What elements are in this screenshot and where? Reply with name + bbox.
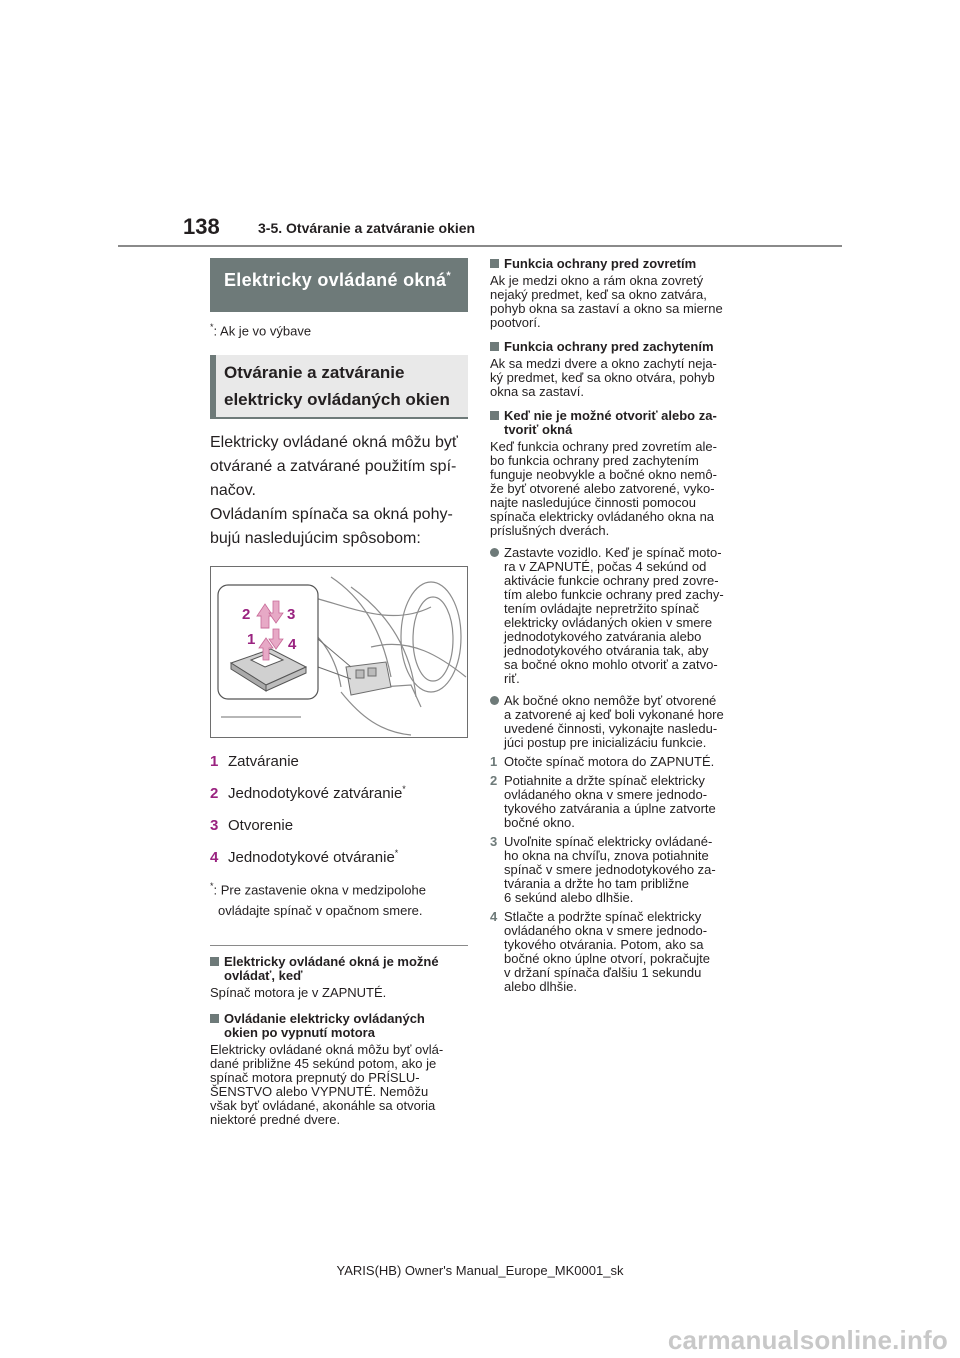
section-heading-square — [210, 955, 468, 983]
heading-line: tvoriť okná — [504, 422, 573, 437]
header-divider — [118, 245, 842, 247]
footnote-text: : Pre zastavenie okna v medzipolohe — [213, 882, 426, 898]
body-line: však byť ovládané, akonáhle sa otvoria — [210, 1097, 436, 1113]
step-item — [490, 835, 754, 905]
bullet-line: uvedené činnosti, vykonajte nasledu- — [504, 721, 718, 736]
chapter-banner — [210, 258, 468, 312]
right-column — [490, 257, 754, 994]
legend-item — [210, 812, 468, 835]
section-heading-square — [490, 340, 754, 354]
step-line: tvárania a držte ho tam približne — [504, 876, 689, 891]
bullet-line: ra v ZAPNUTÉ, počas 4 sekúnd od — [504, 559, 707, 574]
body-line: niektoré predné dvere. — [210, 1111, 341, 1127]
heading-line: Ovládanie elektricky ovládaných — [224, 1010, 425, 1026]
availability-asterisk: * — [210, 322, 214, 332]
section-body — [490, 357, 754, 399]
figure-label-1: 1 — [247, 631, 256, 649]
step-number: 2 — [490, 773, 498, 788]
body-line: ŠENSTVO alebo VYPNUTÉ. Nemôžu — [210, 1083, 429, 1099]
availability-text: : Ak je vo výbave — [213, 323, 312, 339]
intro-text — [210, 431, 468, 551]
bullet-line: jednodotykového zatvárania alebo — [504, 629, 702, 644]
section-body — [490, 274, 754, 330]
body-line: dané približne 45 sekúnd potom, ako je — [210, 1055, 437, 1071]
body-line: Spínač motora je v ZAPNUTÉ. — [210, 984, 387, 1000]
heading-line: ovládať, keď — [224, 967, 303, 983]
body-line: Keď funkcia ochrany pred zovretím ale- — [490, 439, 717, 454]
step-number: 4 — [490, 909, 498, 924]
body-line: okna sa zastaví. — [490, 384, 584, 399]
legend-item — [210, 844, 468, 867]
step-line: ho okna na chvíľu, znova potiahnite — [504, 848, 709, 863]
body-line: spínač motora prepnutý do PRÍSLU- — [210, 1069, 420, 1085]
subsection-title: Otváranie a zatváranie elektricky ovládaných okien — [210, 355, 468, 419]
bullet-line: riť. — [504, 671, 520, 686]
intro-line: načov. — [210, 482, 256, 500]
step-number: 1 — [490, 754, 498, 769]
step-line: 6 sekúnd alebo dlhšie. — [504, 890, 634, 905]
manual-footer: YARIS(HB) Owner's Manual_Europe_MK0001_sk — [336, 1263, 624, 1278]
bullet-line: júci postup pre inicializáciu funkcie. — [504, 735, 707, 750]
legend-number: 1 — [210, 753, 219, 771]
step-line: ovládaného okna v smere jednodo- — [504, 923, 708, 938]
body-line: najte nasledujúce činnosti pomocou — [490, 495, 696, 510]
section-heading: 3-5. Otváranie a zatváranie okien — [258, 220, 476, 236]
step-line: Stlačte a podržte spínač elektricky — [504, 909, 702, 924]
bullet-line: aktivácie funkcie ochrany pred zovre- — [504, 573, 719, 588]
figure-label-2: 2 — [242, 606, 251, 624]
legend-item — [210, 748, 468, 771]
step-number: 3 — [490, 834, 498, 849]
figure-label-4: 4 — [288, 636, 297, 654]
heading-line: Elektricky ovládané okná je možné — [224, 953, 439, 969]
website-watermark: carmanualsonline.info — [667, 1325, 948, 1355]
body-line: Elektricky ovládané okná môžu byť ovlá- — [210, 1041, 444, 1057]
bullet-item — [490, 546, 754, 686]
intro-line: otvárané a zatvárané použitím spí- — [210, 458, 457, 476]
bullet-line: Zastavte vozidlo. Keď je spínač moto- — [504, 545, 722, 560]
body-line: nejaký predmet, keď sa okno zatvára, — [490, 287, 707, 302]
step-line: tykového zatvárania a úplne zatvorte — [504, 801, 716, 816]
legend-text: Jednodotykové otváranie — [228, 849, 395, 867]
figure-label-3: 3 — [287, 606, 296, 624]
availability-note — [210, 322, 468, 338]
footnote-line — [210, 876, 468, 900]
bullet-line: elektricky ovládaných okien v smere — [504, 615, 713, 630]
body-line: spínača elektricky ovládaného okna na — [490, 509, 715, 524]
body-line: ký predmet, keď sa okno otvára, pohyb — [490, 370, 715, 385]
bullet-line: tím alebo funkcie ochrany pred zachy- — [504, 587, 724, 602]
page-number: 138 — [183, 214, 220, 239]
step-item — [490, 755, 754, 769]
figure-legend — [210, 748, 468, 867]
banner-asterisk: * — [446, 270, 451, 282]
bullet-item — [490, 694, 754, 750]
step-item — [490, 910, 754, 994]
body-line: pohyb okna sa zastaví a okno sa mierne — [490, 301, 723, 316]
legend-footnote — [210, 876, 468, 920]
section-body — [490, 440, 754, 538]
heading-line: Keď nie je možné otvoriť alebo za- — [504, 408, 717, 423]
legend-asterisk: * — [394, 848, 399, 859]
step-line: tykového otvárania. Potom, ako sa — [504, 937, 704, 952]
bullet-line: Ak bočné okno nemôže byť otvorené — [504, 693, 717, 708]
legend-asterisk: * — [402, 784, 406, 795]
section-body — [210, 986, 468, 1000]
bullet-line: tením ovládajte nepretržito spínač — [504, 601, 700, 616]
step-line: spínač v smere jednodotykového za- — [504, 862, 716, 877]
heading-line: Funkcia ochrany pred zachytením — [504, 339, 714, 354]
switch-drawing — [211, 567, 467, 737]
intro-line: Ovládaním spínača sa okná pohy- — [210, 506, 453, 524]
legend-number: 2 — [210, 785, 219, 803]
body-line: že byť otvorené alebo zatvorené, vyko- — [490, 481, 715, 496]
banner-title: Elektricky ovládané okná — [224, 270, 447, 290]
legend-text: Zatváranie — [228, 753, 299, 771]
bullet-line: sa bočné okno mohlo otvoriť a zatvo- — [504, 657, 718, 672]
legend-number: 3 — [210, 817, 219, 835]
body-line: Ak je medzi okno a rám okna zovretý — [490, 273, 704, 288]
heading-line: okien po vypnutí motora — [224, 1024, 375, 1040]
body-line: pootvorí. — [490, 315, 541, 330]
footnote-line: ovládajte spínač v opačnom smere. — [218, 902, 423, 918]
bullet-line: a zatvorené aj keď boli vykonané hore — [504, 707, 724, 722]
body-line: bo funkcia ochrany pred zachytením — [490, 453, 699, 468]
section-heading-square — [490, 257, 754, 271]
bullet-line: jednodotykového otvárania tak, aby — [504, 643, 709, 658]
body-line: funguje neobvykle a bočné okno nemô- — [490, 467, 717, 482]
body-line: Ak sa medzi dvere a okno zachytí neja- — [490, 356, 717, 371]
step-line: Otočte spínač motora do ZAPNUTÉ. — [504, 754, 715, 769]
legend-number: 4 — [210, 849, 219, 867]
window-switch-illustration — [210, 566, 468, 738]
section-heading-square — [490, 409, 754, 437]
step-line: v držaní spínača ďalšiu 1 sekundu — [504, 965, 702, 980]
step-item — [490, 774, 754, 830]
step-line: ovládaného okna v smere jednodo- — [504, 787, 708, 802]
body-line: príslušných dverách. — [490, 523, 610, 538]
step-line: alebo dlhšie. — [504, 979, 577, 994]
legend-text: Otvorenie — [228, 817, 294, 835]
heading-line: Funkcia ochrany pred zovretím — [504, 256, 697, 271]
legend-text: Jednodotykové zatváranie — [228, 785, 403, 803]
step-line: bočné okno. — [504, 815, 575, 830]
intro-line: Elektricky ovládané okná môžu byť — [210, 434, 458, 452]
left-column — [210, 258, 468, 1127]
section-heading-square — [210, 1012, 468, 1040]
step-line: Uvoľnite spínač elektricky ovládané- — [504, 834, 713, 849]
section-divider — [210, 945, 468, 946]
intro-line: bujú nasledujúcim spôsobom: — [210, 530, 421, 548]
step-line: bočné okno úplne otvorí, pokračujte — [504, 951, 710, 966]
footnote-asterisk: * — [210, 881, 214, 892]
step-line: Potiahnite a držte spínač elektricky — [504, 773, 705, 788]
legend-item — [210, 780, 468, 803]
section-body — [210, 1043, 468, 1127]
